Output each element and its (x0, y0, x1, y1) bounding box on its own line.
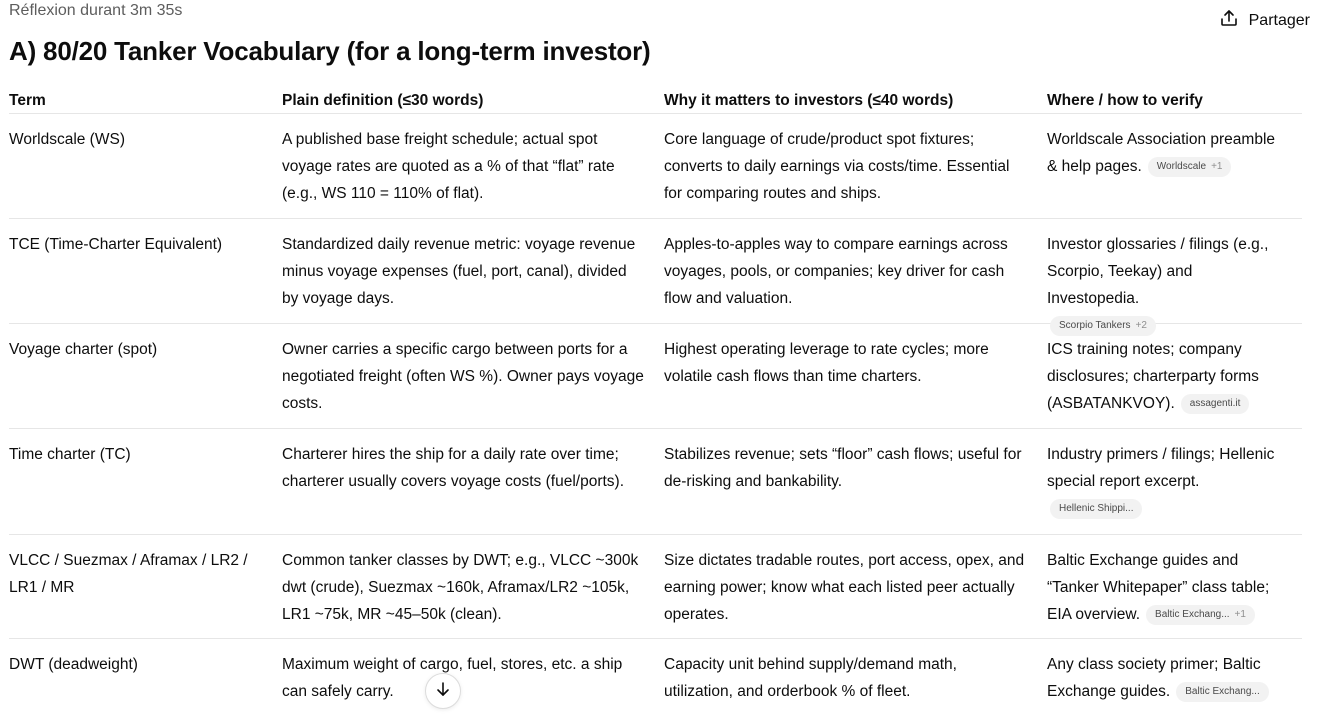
source-chip-label: Worldscale (1156, 161, 1207, 172)
source-chip-label: assagenti.it (1189, 398, 1241, 409)
vocabulary-table (9, 82, 1302, 719)
table-row (9, 219, 1302, 331)
table-row (9, 535, 1302, 639)
header-why: Why it matters to investors (≤40 words) (664, 92, 954, 109)
verify-cell (1047, 639, 1302, 719)
source-chip-label: Baltic Exchang... (1155, 609, 1230, 620)
definition-cell: Charterer hires the ship for a daily rate over time; charterer usually covers voyage costs (fuel/ports). (282, 446, 624, 490)
term-cell: Time charter (TC) (9, 446, 131, 463)
source-chip-extra: +2 (1135, 320, 1147, 331)
source-chip[interactable] (1181, 394, 1250, 414)
verify-cell (1047, 535, 1302, 638)
why-cell: Highest operating leverage to rate cycles; more volatile cash flows than time charters. (664, 341, 989, 385)
source-chip-label: Hellenic Shippi... (1059, 503, 1134, 514)
verify-text: ICS training notes; company disclosures; charterparty forms (ASBATANKVOY). (1047, 341, 1259, 412)
scroll-to-bottom-button[interactable] (425, 673, 461, 709)
share-icon (1219, 8, 1239, 33)
table-row (9, 429, 1302, 535)
verify-cell (1047, 429, 1302, 534)
verify-text: Worldscale Association preamble & help pages. (1047, 131, 1276, 175)
definition-cell: Maximum weight of cargo, fuel, stores, etc. a ship can safely carry. (282, 656, 623, 700)
why-cell: Size dictates tradable routes, port access, opex, and earning power; know what each listed peer actually operates. (664, 552, 1025, 623)
term-cell: Voyage charter (spot) (9, 341, 158, 358)
table-row (9, 324, 1302, 429)
verify-cell (1047, 114, 1302, 218)
header-term: Term (9, 92, 46, 109)
why-cell: Core language of crude/product spot fixtures; converts to daily earnings via costs/time. Essential for comparing routes and ships. (664, 131, 1010, 202)
verify-text: Investor glossaries / filings (e.g., Scorpio, Teekay) and Investopedia. (1047, 236, 1269, 307)
header-definition: Plain definition (≤30 words) (282, 92, 484, 109)
source-chip[interactable] (1146, 605, 1255, 625)
table-row (9, 639, 1302, 719)
source-chip-extra: +1 (1234, 609, 1246, 620)
table-header-row (9, 82, 1302, 114)
term-cell: VLCC / Suezmax / Aframax / LR2 / LR1 / MR (9, 552, 248, 596)
why-cell: Stabilizes revenue; sets “floor” cash flows; useful for de-risking and bankability. (664, 446, 1022, 490)
verify-text: Industry primers / filings; Hellenic special report excerpt. (1047, 446, 1275, 490)
definition-cell: Standardized daily revenue metric: voyage revenue minus voyage expenses (fuel, port, canal), divided by voyage days. (282, 236, 636, 307)
source-chip-label: Baltic Exchang... (1185, 686, 1260, 697)
source-chip[interactable] (1176, 682, 1268, 702)
table-row (9, 114, 1302, 219)
definition-cell: Owner carries a specific cargo between ports for a negotiated freight (often WS %). Owner pays voyage costs. (282, 341, 644, 412)
share-label: Partager (1248, 11, 1310, 29)
why-cell: Capacity unit behind supply/demand math, utilization, and orderbook % of fleet. (664, 656, 957, 700)
source-chip-extra: +1 (1211, 161, 1223, 172)
verify-text: Baltic Exchange guides and “Tanker Whitepaper” class table; EIA overview. (1047, 552, 1270, 623)
thinking-duration[interactable]: Réflexion durant 3m 35s (9, 2, 183, 19)
source-chip-label: Scorpio Tankers (1059, 320, 1131, 331)
arrow-down-icon (434, 680, 452, 703)
section-title: A) 80/20 Tanker Vocabulary (for a long-term investor) (9, 36, 651, 66)
why-cell: Apples-to-apples way to compare earnings across voyages, pools, or companies; key driver for cash flow and valuation. (664, 236, 1008, 307)
verify-cell (1047, 324, 1302, 428)
term-cell: Worldscale (WS) (9, 131, 125, 148)
header-verify: Where / how to verify (1047, 92, 1203, 109)
source-chip[interactable] (1050, 499, 1142, 519)
share-button[interactable] (1219, 8, 1310, 33)
definition-cell: Common tanker classes by DWT; e.g., VLCC ~300k dwt (crude), Suezmax ~160k, Aframax/LR2 ~105k, LR1 ~75k, MR ~45–50k (clean). (282, 552, 639, 623)
term-cell: TCE (Time-Charter Equivalent) (9, 236, 223, 253)
verify-text: Any class society primer; Baltic Exchange guides. (1047, 656, 1261, 700)
source-chip[interactable] (1148, 157, 1232, 177)
definition-cell: A published base freight schedule; actual spot voyage rates are quoted as a % of that “flat” rate (e.g., WS 110 = 110% of flat). (282, 131, 615, 202)
term-cell: DWT (deadweight) (9, 656, 138, 673)
